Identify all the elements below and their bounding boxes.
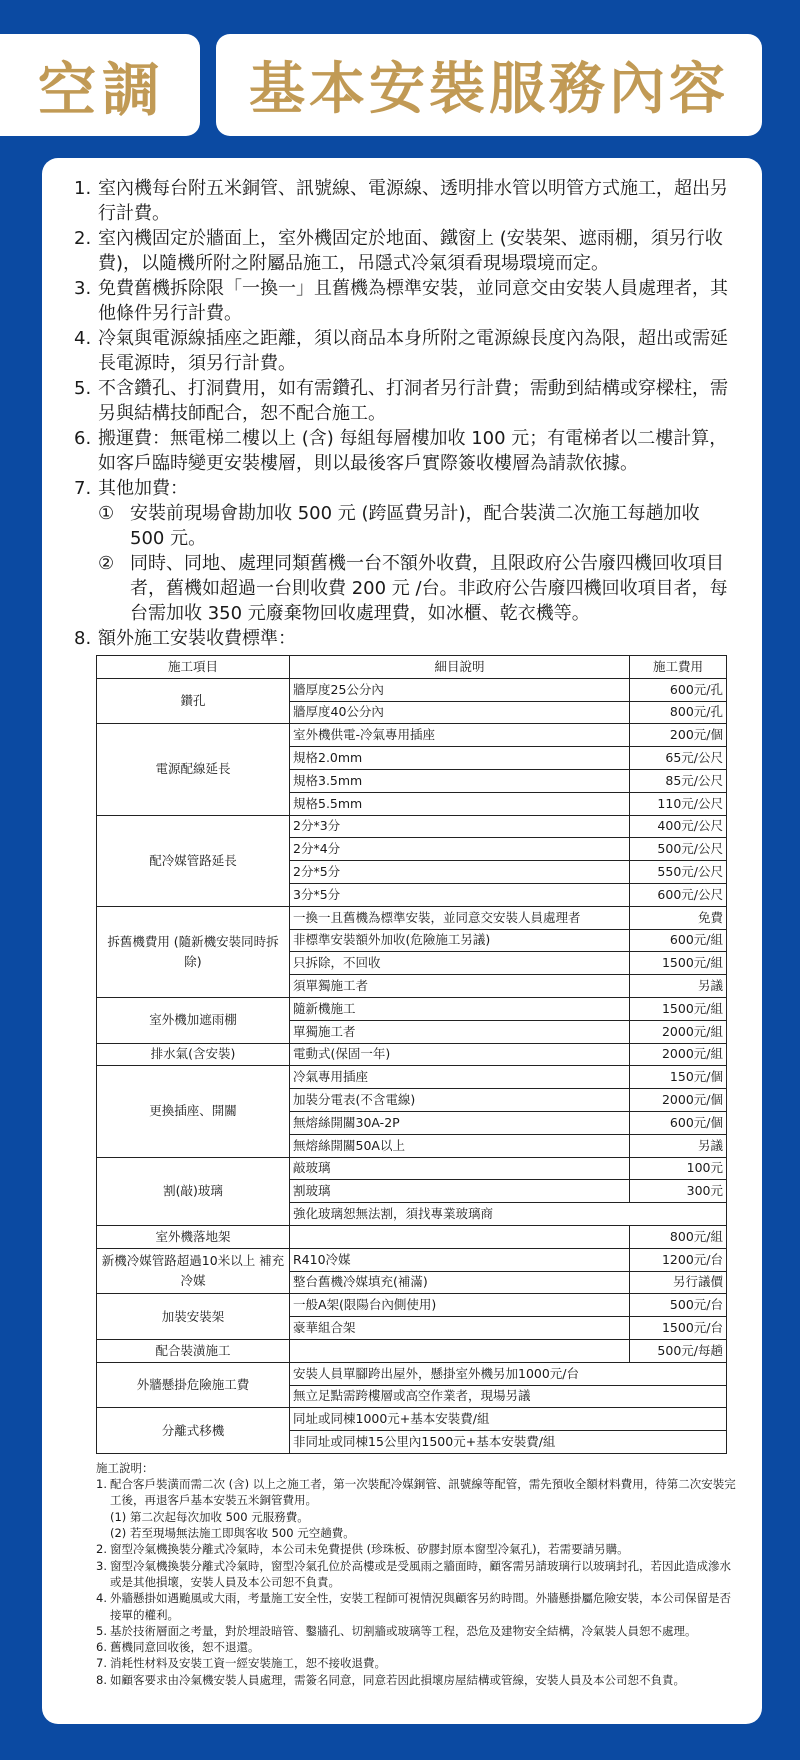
extra-fee-text: 安裝前現場會勘加收 500 元 (跨區費另計)，配合裝潢二次施工每趟加收 500 元。 [130, 503, 700, 549]
fee-table-header-row [97, 656, 727, 679]
fee-detail: 無熔絲開關30A-2P [290, 1111, 630, 1134]
note-number: 2. [96, 1542, 107, 1557]
note-number: 8. [96, 1672, 107, 1687]
fee-detail: 一換一且舊機為標準安裝，並同意交安裝人員處理者 [290, 906, 630, 929]
term-text: 室內機每台附五米銅管、訊號線、電源線、透明排水管以明管方式施工，超出另行計費。 [98, 178, 728, 224]
fee-item-name: 室外機落地架 [97, 1225, 290, 1248]
table-row [97, 1225, 727, 1248]
fee-price: 600元/個 [630, 1111, 727, 1134]
fee-item-name: 新機冷媒管路超過10米以上 補充冷媒 [97, 1248, 290, 1294]
note-text: 消耗性材料及安裝工資一經安裝施工，恕不接收退費。 [110, 1656, 386, 1671]
fee-detail: 牆厚度25公分內 [290, 678, 630, 701]
note-text: 舊機同意回收後，恕不退還。 [110, 1640, 260, 1655]
fee-detail: 規格5.5mm [290, 792, 630, 815]
table-row [97, 1339, 727, 1362]
notes-title: 施工說明： [96, 1460, 154, 1475]
fee-price: 1500元/組 [630, 952, 727, 975]
fee-item-name: 電源配線延長 [97, 724, 290, 815]
fee-detail: 敲玻璃 [290, 1157, 630, 1180]
extra-fee-item [98, 551, 738, 626]
fee-item-name: 拆舊機費用 (隨新機安裝同時拆除) [97, 906, 290, 997]
term-item [74, 276, 738, 326]
term-item [74, 476, 738, 501]
fee-price: 200元/個 [630, 724, 727, 747]
term-item [74, 376, 738, 426]
fee-price: 800元/組 [630, 1225, 727, 1248]
extra-fee-text: 同時、同地、處理同類舊機一台不額外收費，且限政府公告廢四機回收項目者，舊機如超過一台則收費 200 元 /台。非政府公告廢四機回收項目者，每台需加收 350 元廢棄物回收處理費，如冰櫃、乾衣機等。 [130, 553, 728, 624]
note-item [96, 1558, 736, 1591]
term-item [74, 176, 738, 226]
fee-price: 2000元/個 [630, 1089, 727, 1112]
header-right-title: 基本安裝服務內容 [249, 57, 729, 122]
term-text: 冷氣與電源線插座之距離，須以商品本身所附之電源線長度內為限，超出或需延長電源時，須另行計費。 [98, 328, 728, 374]
term-text: 免費舊機拆除限「一換一」且舊機為標準安裝，並同意交由安裝人員處理者，其他條件另行計費。 [98, 278, 728, 324]
fee-detail: 割玻璃 [290, 1180, 630, 1203]
fee-detail-empty [290, 1339, 630, 1362]
fee-price: 100元 [630, 1157, 727, 1180]
term-number: 4. [74, 328, 92, 349]
note-number: 5. [96, 1623, 107, 1638]
table-row [97, 906, 727, 929]
fee-item-name: 排水氣(含安裝) [97, 1043, 290, 1066]
fee-detail: 2分*3分 [290, 815, 630, 838]
fee-price: 600元/組 [630, 929, 727, 952]
note-text: 窗型冷氣機換裝分離式冷氣時，窗型冷氣孔位於高樓或是受風雨之牆面時，顧客需另請玻璃行以玻璃封孔，若因此造成滲水或是其他損壞，安裝人員及本公司恕不負責。 [110, 1558, 731, 1589]
fee-price: 600元/公尺 [630, 883, 727, 906]
fee-detail: 同址或同棟1000元+基本安裝費/組 [290, 1408, 727, 1431]
fee-price: 550元/公尺 [630, 861, 727, 884]
extra-fee-mark: ② [98, 553, 115, 574]
note-number: 3. [96, 1558, 107, 1573]
note-item [96, 1672, 736, 1688]
note-item [96, 1476, 736, 1509]
fee-detail: 規格3.5mm [290, 769, 630, 792]
fee-detail: 安裝人員單腳跨出屋外，懸掛室外機另加1000元/台 [290, 1362, 727, 1385]
fee-detail: 非同址或同棟15公里內1500元+基本安裝費/組 [290, 1431, 727, 1454]
notes-section [96, 1460, 736, 1688]
note-number: 7. [96, 1656, 107, 1671]
header [0, 34, 800, 136]
fee-price: 300元 [630, 1180, 727, 1203]
note-text: 如顧客要求由冷氣機安裝人員處理，需簽名同意，同意若因此損壞房屋結構或管線，安裝人員及本公司恕不負責。 [110, 1672, 685, 1687]
term-text: 搬運費：無電梯二樓以上 (含) 每組每層樓加收 100 元；有電梯者以二樓計算，如客戶臨時變更安裝樓層，則以最後客戶實際簽收樓層為請款依據。 [98, 428, 728, 474]
fee-item-name: 鑽孔 [97, 678, 290, 724]
header-left-box [0, 34, 200, 136]
fee-price: 110元/公尺 [630, 792, 727, 815]
note-number: 6. [96, 1640, 107, 1655]
fee-price: 1200元/台 [630, 1248, 727, 1271]
term-item [74, 626, 738, 651]
term-text: 不含鑽孔、打洞費用，如有需鑽孔、打洞者另行計費；需動到結構或穿樑柱，需另與結構技師配合，恕不配合施工。 [98, 378, 728, 424]
table-row [97, 1408, 727, 1431]
fee-detail: 單獨施工者 [290, 1020, 630, 1043]
fee-detail: R410冷媒 [290, 1248, 630, 1271]
term-number: 5. [74, 378, 92, 399]
fee-detail: 只拆除，不回收 [290, 952, 630, 975]
fee-price: 另議 [630, 975, 727, 998]
fee-price: 另行議價 [630, 1271, 727, 1294]
table-row [97, 724, 727, 747]
term-text: 額外施工安裝收費標準： [98, 628, 296, 649]
fee-detail: 牆厚度40公分內 [290, 701, 630, 724]
fee-detail: 2分*5分 [290, 861, 630, 884]
header-right-box [216, 34, 762, 136]
fee-detail: 無立足點需跨樓層或高空作業者，現場另議 [290, 1385, 727, 1408]
table-row [97, 1043, 727, 1066]
term-number: 1. [74, 178, 92, 199]
term-number: 6. [74, 428, 92, 449]
note-number: 1. [96, 1477, 107, 1492]
fee-item-name: 加裝安裝架 [97, 1294, 290, 1340]
fee-detail: 規格2.0mm [290, 747, 630, 770]
fee-price: 2000元/組 [630, 1043, 727, 1066]
fee-detail: 2分*4分 [290, 838, 630, 861]
fee-price: 85元/公尺 [630, 769, 727, 792]
fee-price: 1500元/台 [630, 1317, 727, 1340]
fee-detail: 一般A架(限陽台內側使用) [290, 1294, 630, 1317]
notes-list [96, 1476, 736, 1688]
table-row [97, 1294, 727, 1317]
fee-item-name: 室外機加遮雨棚 [97, 997, 290, 1043]
note-sub-item: (2) 若至現場無法施工即與客收 500 元空趟費。 [110, 1526, 355, 1541]
fee-detail: 無熔絲開關50A以上 [290, 1134, 630, 1157]
term-item [74, 326, 738, 376]
note-text: 窗型冷氣機換裝分離式冷氣時，本公司未免費提供 (珍珠板、矽膠封原本窗型冷氣孔)，若需要請另購。 [110, 1542, 629, 1557]
table-row [97, 1362, 727, 1385]
note-item [96, 1541, 736, 1557]
fee-price: 2000元/組 [630, 1020, 727, 1043]
fee-detail: 室外機供電-冷氣專用插座 [290, 724, 630, 747]
fee-price: 600元/孔 [630, 678, 727, 701]
fee-price: 500元/每趟 [630, 1339, 727, 1362]
fee-price: 400元/公尺 [630, 815, 727, 838]
note-text: 基於技術層面之考量，對於埋設暗管、鑿牆孔、切割牆或玻璃等工程，恐危及建物安全結構，冷氣裝人員恕不處理。 [110, 1623, 697, 1638]
term-number: 8. [74, 628, 92, 649]
header-detail: 細目說明 [290, 656, 630, 679]
fee-item-name: 割(敲)玻璃 [97, 1157, 290, 1225]
fee-detail: 隨新機施工 [290, 997, 630, 1020]
header-left-title: 空調 [37, 56, 166, 124]
fee-item-name: 分離式移機 [97, 1408, 290, 1454]
fee-detail: 加裝分電表(不含電線) [290, 1089, 630, 1112]
note-item [96, 1590, 736, 1623]
fee-price: 500元/公尺 [630, 838, 727, 861]
term-item [74, 426, 738, 476]
content-panel [42, 158, 762, 1724]
fee-table [96, 655, 727, 1454]
fee-price: 150元/個 [630, 1066, 727, 1089]
fee-price: 1500元/組 [630, 997, 727, 1020]
term-item [74, 226, 738, 276]
fee-price: 800元/孔 [630, 701, 727, 724]
note-item [96, 1655, 736, 1671]
fee-detail: 冷氣專用插座 [290, 1066, 630, 1089]
fee-detail: 非標準安裝額外加收(危險施工另議) [290, 929, 630, 952]
table-row [97, 997, 727, 1020]
fee-detail-empty [290, 1225, 630, 1248]
fee-table-body [97, 678, 727, 1453]
table-row [97, 815, 727, 838]
term-text: 其他加費： [98, 478, 188, 499]
fee-item-name: 配合裝潢施工 [97, 1339, 290, 1362]
term-number: 3. [74, 278, 92, 299]
table-row [97, 1066, 727, 1089]
fee-item-name: 外牆懸掛危險施工費 [97, 1362, 290, 1408]
note-item [96, 1623, 736, 1639]
note-sub-item: (1) 第二次起每次加收 500 元服務費。 [110, 1509, 309, 1524]
fee-detail: 須單獨施工者 [290, 975, 630, 998]
header-item: 施工項目 [97, 656, 290, 679]
extra-fee-item [98, 501, 738, 551]
term-text: 室內機固定於牆面上，室外機固定於地面、鐵窗上 (安裝架、遮雨棚，須另行收費)，以隨機所附之附屬品施工，吊隱式冷氣須看現場環境而定。 [98, 228, 723, 274]
fee-detail: 電動式(保固一年) [290, 1043, 630, 1066]
term-number: 7. [74, 478, 92, 499]
fee-item-name: 更換插座、開關 [97, 1066, 290, 1157]
fee-detail: 豪華組合架 [290, 1317, 630, 1340]
table-row [97, 678, 727, 701]
note-number: 4. [96, 1591, 107, 1606]
fee-detail: 3分*5分 [290, 883, 630, 906]
note-text: 外牆懸掛如遇颱風或大雨，考量施工安全性，安裝工程師可視情況與顧客另約時間。外牆懸掛屬危險安裝，本公司保留是否接單的權利。 [110, 1591, 731, 1622]
fee-price: 另議 [630, 1134, 727, 1157]
fee-detail: 強化玻璃恕無法割，須找專業玻璃商 [290, 1203, 727, 1226]
extra-fee-mark: ① [98, 503, 115, 524]
terms-list [74, 176, 738, 651]
note-item [96, 1639, 736, 1655]
fee-item-name: 配冷媒管路延長 [97, 815, 290, 906]
note-text: 配合客戶裝潢而需二次 (含) 以上之施工者，第一次裝配冷媒銅管、訊號線等配管，需先預收全額材料費用，待第二次安裝完工後，再退客戶基本安裝五米銅管費用。 [110, 1477, 736, 1508]
term-number: 2. [74, 228, 92, 249]
table-row [97, 1157, 727, 1180]
fee-detail: 整台舊機冷媒填充(補滿) [290, 1271, 630, 1294]
fee-price: 免費 [630, 906, 727, 929]
header-fee: 施工費用 [630, 656, 727, 679]
fee-price: 65元/公尺 [630, 747, 727, 770]
fee-price: 500元/台 [630, 1294, 727, 1317]
table-row [97, 1248, 727, 1271]
